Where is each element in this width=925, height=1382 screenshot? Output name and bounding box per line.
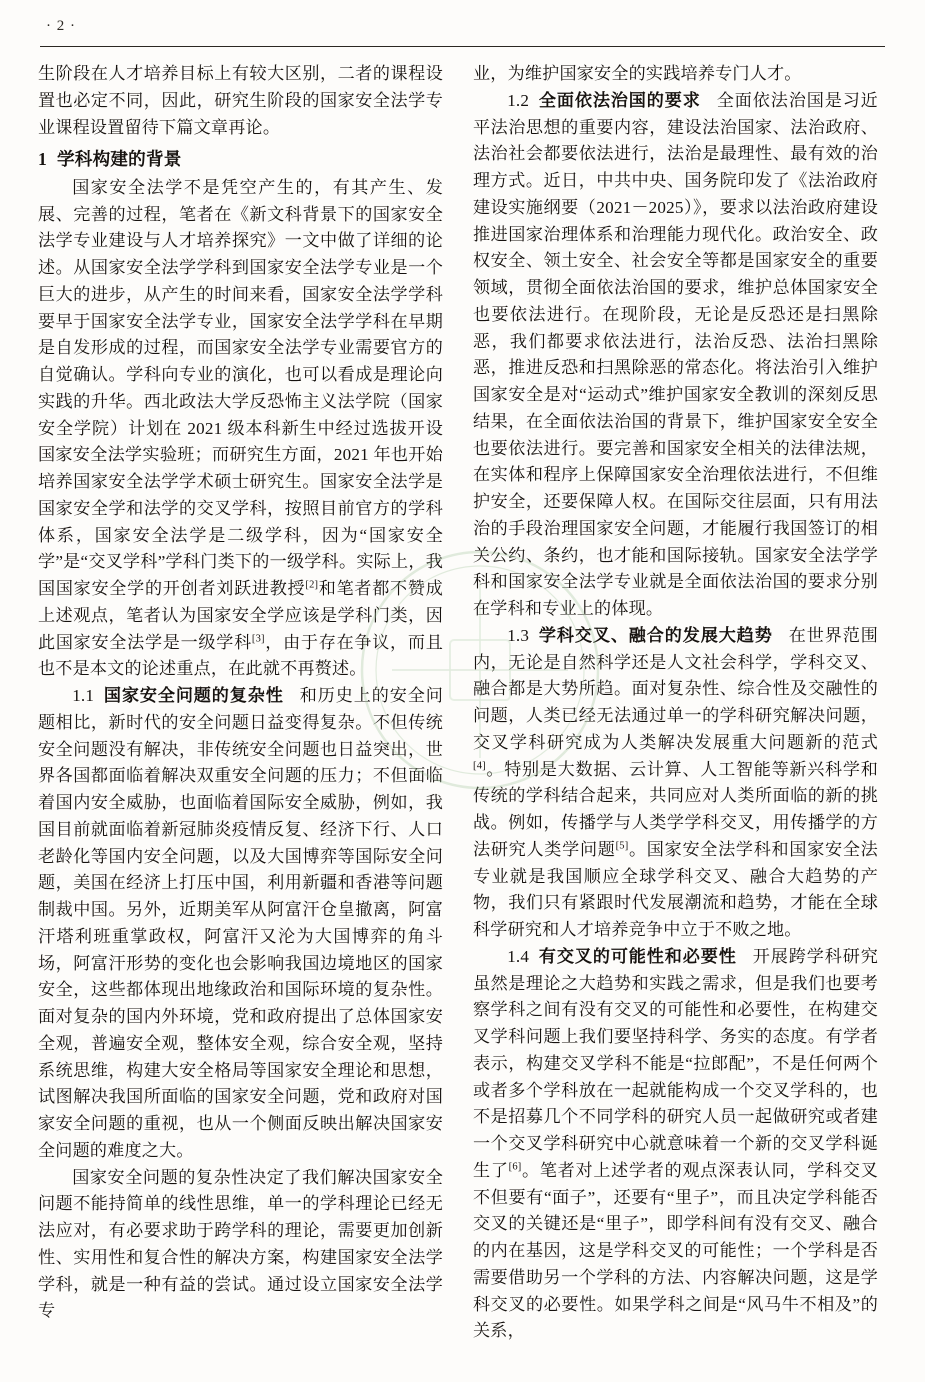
citation-ref-2: [2] (305, 579, 319, 591)
subsection-title-1-3: 学科交叉、融合的发展大趋势 (538, 625, 773, 645)
paragraph-complexity-conclusion: 国家安全问题的复杂性决定了我们解决国家安全问题不能持简单的线性思维，单一的学科理论已经无法应对，有必要求助于跨学科的理论，需要更加创新性、实用性和复合性的解决方案，构建国家安全法学学科，就是一种有益的尝试。通过设立国家安全法学专 (38, 1167, 443, 1321)
paragraph-background-text-3: ，由于存在争议，而且也不是本文的论述重点，在此就不再赘述。 (38, 632, 443, 679)
citation-ref-4: [4] (473, 759, 486, 771)
header-divider (40, 46, 885, 47)
paragraph-continued: 生阶段在人才培养目标上有较大区别，二者的课程设置也必定不同，因此，研究生阶段的国家安全法学专业课程设置留待下篇文章再论。 (38, 64, 443, 137)
subsection-number-1-1: 1.1 (72, 686, 95, 706)
paragraph-background-text-2: 和笔者都不赞成上述观点，笔者认为国家安全学应该是学科门类，因此国家安全法学是一级学科 (38, 579, 443, 652)
subsection-title-1-1: 国家安全问题的复杂性 (103, 686, 284, 706)
subsection-number-1-2: 1.2 (507, 90, 530, 110)
subsection-1-3-body-3: 。国家安全法学科和国家安全法专业就是我国顺应全球学科交叉、融合大趋势的产物，我们只有紧跟时代发展潮流和趋势，才能在全球科学研究和人才培养竞争中立于不败之地。 (473, 839, 878, 939)
citation-ref-6: [6] (508, 1161, 522, 1173)
subsection-1-3-body: 在世界范围内，无论是自然科学还是人文社会科学，学科交叉、融合都是大势所趋。面对复杂性、综合性及交融性的问题，人类已经无法通过单一的学科研究解决问题，交叉学科研究成为人类解决发展重大问题新的范式 (473, 625, 878, 752)
subsection-1-2-body: 全面依法治国是习近平法治思想的重要内容，建设法治国家、法治政府、法治社会都要依法进行，法治是最理性、最有效的治理方式。近日，中共中央、国务院印发了《法治政府建设实施纲要（2021－2025）》，要求以法治政府建设推进国家治理体系和治理能力现代化。政治安全、政权安全、领土安全、社会安全等都是国家安全的重要领域，贯彻全面依法治国的要求，维护总体国家安全也要依法进行。在现阶段，无论是反恐还是扫黑除恶，我们都要求依法进行，法治反恐、法治扫黑除恶，推进反恐和扫黑除恶的常态化。将法治引入维护国家安全是对“运动式”维护国家安全教训的深刻反思结果，在全面依法治国的背景下，维护国家安全安全也要依法进行。要完善和国家安全相关的法律法规，在实体和程序上保障国家安全治理依法进行，不但维护安全，还要保障人权。在国际交往层面，只有用法治的手段治理国家安全问题，才能履行我国签订的相关公约、条约，也才能和国际接轨。国家安全法学学科和国家安全法学专业就是全面依法治国的要求分别在学科和专业上的体现。 (473, 90, 878, 618)
page-header (38, 18, 887, 44)
subsection-1-1-body: 和历史上的安全问题相比，新时代的安全问题日益变得复杂。不但传统安全问题没有解决，非传统安全问题也日益突出，世界各国都面临着解决双重安全问题的压力；不但面临着国内安全威胁，也面临着国际安全威胁，例如，我国目前就面临着新冠肺炎疫情反复、经济下行、人口老龄化等国内安全问题，以及大国博弈等国际安全问题，美国在经济上打压中国，利用新疆和香港等问题制裁中国。另外，近期美军从阿富汗仓皇撤离，阿富汗塔利班重掌政权，阿富汗又沦为大国博弈的角斗场，阿富汗形势的变化也会影响我国边境地区的国家安全，这些都体现出地缘政治和国际环境的复杂性。面对复杂的国内外环境，党和政府提出了总体国家安全观，普遍安全观，整体安全观，综合安全观，坚持系统思维，构建大安全格局等国家安全理论和思想，试图解决我国所面临的国家安全问题，党和政府对国家安全问题的重视，也从一个侧面反映出解决国家安全问题的难度之大。 (38, 686, 443, 1160)
paragraph-top-continued: 业，为维护国家安全的实践培养专门人才。 (473, 64, 802, 83)
citation-ref-5: [5] (615, 840, 629, 852)
subsection-number-1-3: 1.3 (507, 625, 530, 645)
subsection-1-4-body-2: 。笔者对上述学者的观点深表认同，学科交叉不但要有“面子”，还要有“里子”，而且决定学科能否交叉的关键还是“里子”，即学科间有没有交叉、融合的内在基因，这是学科交叉的可能性；一个学科是否需要借助另一个学科的方法、内容解决问题，这是学科交叉的必要性。如果学科之间是“风马牛不相及”的关系， (473, 1160, 878, 1341)
paragraph-background (38, 175, 443, 683)
section-title: 学科构建的背景 (57, 149, 182, 170)
section-heading-1 (38, 146, 443, 174)
subsection-title-1-4: 有交叉的可能性和必要性 (538, 946, 737, 966)
left-column (38, 61, 443, 1361)
paragraph-background-text: 国家安全法学不是凭空产生的，有其产生、发展、完善的过程，笔者在《新文科背景下的国家安全法学专业建设与人才培养探究》一文中做了详细的论述。从国家安全法学学科到国家安全法学专业是一个巨大的进步，从产生的时间来看，国家安全法学学科要早于国家安全法学专业，国家安全法学学科在早期是自发形成的过程，而国家安全法学专业需要官方的自觉确认。学科向专业的演化，也可以看成是理论向实践的升华。西北政法大学反恐怖主义法学院（国家安全学院）计划在 2021 级本科新生中经过选拔开设国家安全法学实验班；而研究生方面，2021 年也开始培养国家安全法学学术硕士研究生。国家安全法学是国家安全学和法学的交叉学科，按照目前官方的学科体系，国家安全法学是二级学科，因为“国家安全学”是“交叉学科”学科门类下的一级学科。实际上，我国国家安全学的开创者刘跃进教授 (38, 177, 443, 599)
section-number: 1 (38, 149, 47, 170)
subsection-title-1-2: 全面依法治国的要求 (538, 90, 701, 110)
subsection-1-2 (473, 88, 878, 623)
subsection-1-4 (473, 944, 878, 1345)
right-column (473, 61, 878, 1361)
subsection-1-3 (473, 623, 878, 944)
page-number: · 2 · (46, 18, 76, 34)
two-column-body (38, 61, 887, 1361)
subsection-number-1-4: 1.4 (507, 946, 530, 966)
citation-ref-3: [3] (251, 632, 265, 644)
subsection-1-1 (38, 683, 443, 1165)
subsection-1-3-body-2: 。特别是大数据、云计算、人工智能等新兴科学和传统的学科结合起来，共同应对人类所面临的新的挑战。例如，传播学与人类学学科交叉，用传播学的方法研究人类学问题 (473, 759, 878, 859)
subsection-1-4-body: 开展跨学科研究虽然是理论之大趋势和实践之需求，但是我们也要考察学科之间有没有交叉的可能性和必要性，在构建交叉学科问题上我们要坚持科学、务实的态度。有学者表示，构建交叉学科不能是“拉郎配”，不是任何两个或者多个学科放在一起就能构成一个交叉学科的，也不是招募几个不同学科的研究人员一起做研究或者建一个交叉学科研究中心就意味着一个新的交叉学科诞生了 (473, 946, 879, 1180)
